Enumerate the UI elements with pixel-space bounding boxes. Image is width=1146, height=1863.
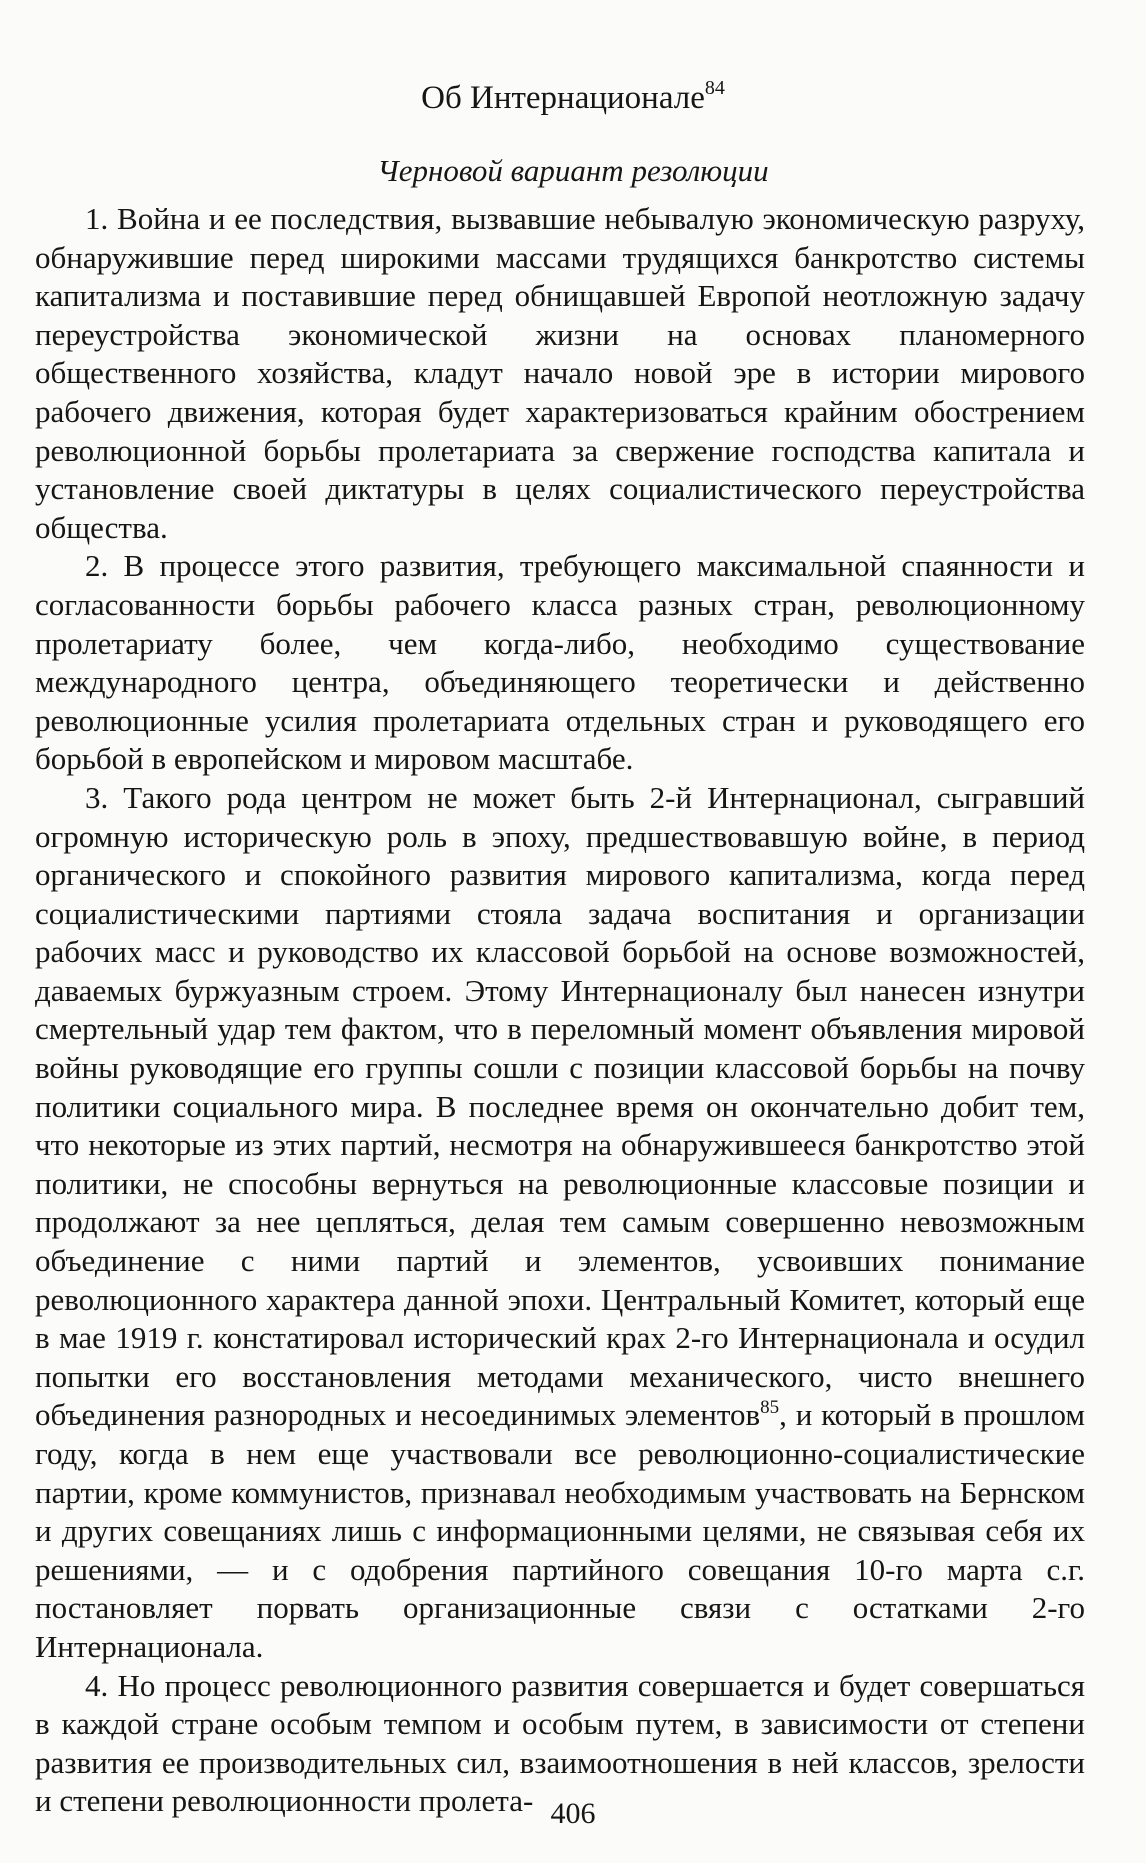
document-title bbox=[0, 78, 1146, 118]
paragraph-3 bbox=[35, 779, 1085, 1667]
paragraph-3-text-before: 3. Такого рода центром не может быть 2-й Интернационал, сыгравший огромную историческую роль в эпоху, предшествовавшую войне, в период органического и спокойного развития мирового капитализма, когда перед социалистическими партиями стояла задача воспитания и организации рабочих масс и руководство их классовой борьбой на основе возможностей, даваемых буржуазным строем. Этому Интернационалу был нанесен изнутри смертельный удар тем фактом, что в переломный момент объявления мировой войны руководящие его группы сошли с позиции классовой борьбы на почву политики социального мира. В последнее время он окончательно добит тем, что некоторые из этих партий, несмотря на обнаружившееся банкротство этой политики, не способны вернуться на революционные классовые позиции и продолжают за нее цепляться, делая тем самым совершенно невозможным объединение с ними партий и элементов, усвоивших понимание революционного характера данной эпохи. Центральный Комитет, который еще в мае 1919 г. констатировал исторический крах 2-го Интернационала и осудил попытки его восстановления методами механического, чисто внешнего объединения разнородных и несоединимых элементов bbox=[35, 779, 1085, 1433]
paragraph-3-footnote-marker: 85 bbox=[760, 1397, 780, 1419]
document-subtitle: Черновой вариант резолюции bbox=[377, 153, 769, 188]
paragraph-1: 1. Война и ее последствия, вызвавшие небывалую экономическую разруху, обнаружившие перед широкими массами трудящихся банкротство системы капитализма и поставившие перед обнищавшей Европой неотложную задачу переустройства экономической жизни на основах планомерного общественного хозяйства, кладут начало новой эре в истории мирового рабочего движения, которая будет характеризоваться крайним обострением революционной борьбы пролетариата за свержение господства капитала и установление своей диктатуры в целях социалистического переустройства общества. bbox=[35, 201, 1085, 545]
title-footnote-marker: 84 bbox=[704, 77, 725, 99]
page-number: 406 bbox=[550, 1797, 596, 1830]
title-text: Об Интернационале bbox=[421, 80, 705, 116]
document-body bbox=[35, 200, 1085, 1821]
paragraph-4: 4. Но процесс революционного развития совершается и будет совершаться в каждой стране особым темпом и особым путем, в зависимости от степени развития ее производительных сил, взаимоотношения в ней классов, зрелости и степени революционности пролета- bbox=[35, 1667, 1085, 1819]
paragraph-2: 2. В процессе этого развития, требующего максимальной спаянности и согласованности борьбы рабочего класса разных стран, революционному пролетариату более, чем когда-либо, необходимо существование международного центра, объединяющего теоретически и действенно революционные усилия пролетариата отдельных стран и руководящего его борьбой в европейском и мировом масштабе. bbox=[35, 548, 1085, 777]
paragraph-3-text-after: , и который в прошлом году, когда в нем еще участвовали все революционно-социалистические партии, кроме коммунистов, признавал необходимым участвовать на Бернском и других совещаниях лишь с информационными целями, не связывая себя их решениями, — и с одобрения партийного совещания 10-го марта с.г. постановляет порвать организационные связи с остатками 2-го Интернационала. bbox=[35, 1397, 1085, 1664]
